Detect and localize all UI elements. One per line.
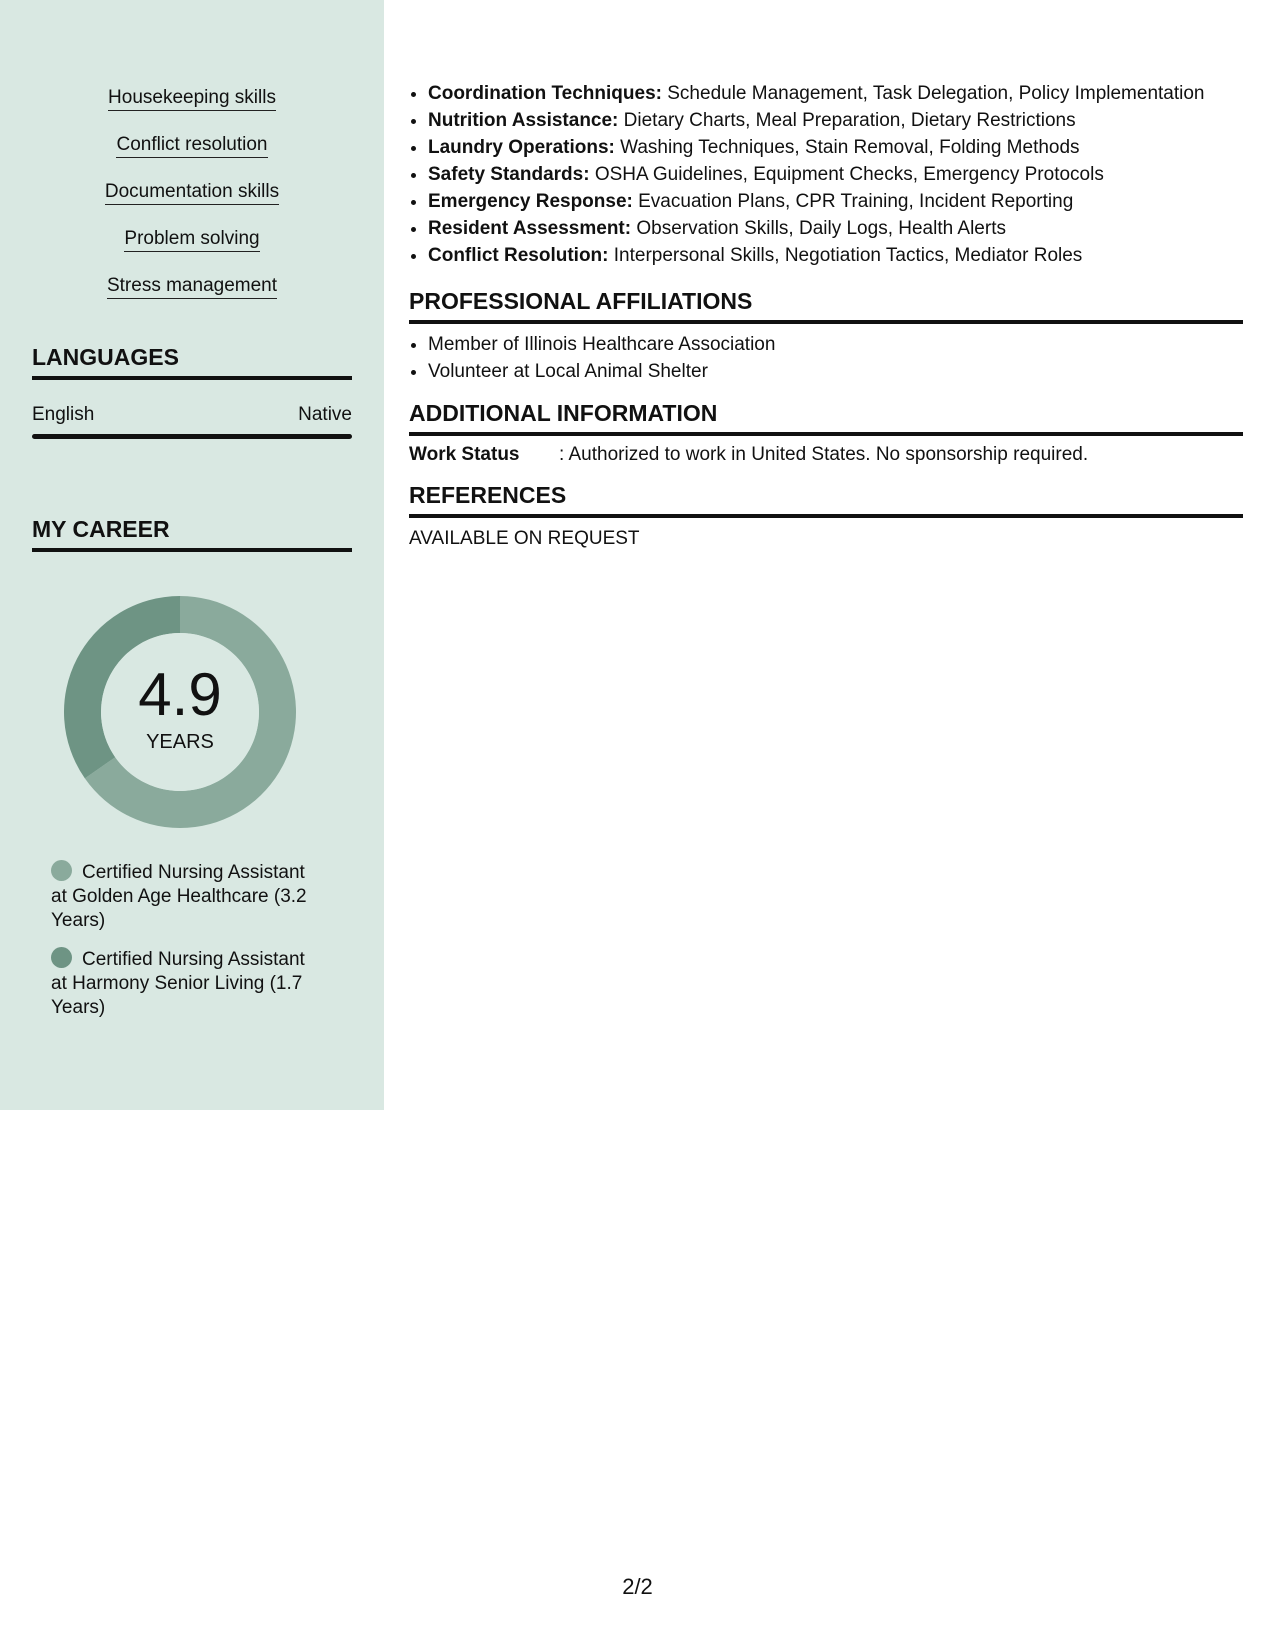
references-heading: REFERENCES bbox=[409, 482, 1243, 518]
affiliations-heading: PROFESSIONAL AFFILIATIONS bbox=[409, 288, 1243, 324]
skill-item: Problem solving bbox=[124, 227, 259, 252]
skill-bullet-text: Interpersonal Skills, Negotiation Tactics, Mediator Roles bbox=[608, 245, 1083, 266]
legend-item bbox=[51, 860, 321, 933]
skill-bullet-text: Dietary Charts, Meal Preparation, Dietary Restrictions bbox=[618, 110, 1076, 131]
work-status-row bbox=[409, 443, 1243, 467]
legend-label: Certified Nursing Assistant at Golden Age Healthcare (3.2 Years) bbox=[51, 862, 307, 931]
work-status-value: : Authorized to work in United States. No sponsorship required. bbox=[559, 444, 1089, 465]
skill-bullet-text: Evacuation Plans, CPR Training, Incident Reporting bbox=[632, 191, 1074, 212]
affiliation-item: • Member of Illinois Healthcare Association bbox=[428, 331, 1243, 358]
sidebar bbox=[0, 0, 384, 1110]
career-unit: YEARS bbox=[146, 730, 214, 753]
skill-bullet-label: Safety Standards: bbox=[428, 164, 590, 185]
references-text: AVAILABLE ON REQUEST bbox=[409, 528, 640, 549]
language-level: Native bbox=[298, 404, 352, 425]
skill-bullet-label: Laundry Operations: bbox=[428, 137, 615, 158]
work-status-label: Work Status bbox=[409, 444, 520, 465]
skill-item: Documentation skills bbox=[105, 180, 279, 205]
affiliation-item: • Volunteer at Local Animal Shelter bbox=[428, 358, 1243, 385]
page-number: 2/2 bbox=[622, 1574, 653, 1599]
skill-bullet-text: Schedule Management, Task Delegation, Policy Implementation bbox=[661, 83, 1205, 104]
legend-dot bbox=[51, 947, 72, 968]
language-name: English bbox=[32, 404, 95, 425]
skill-bullet-label: Resident Assessment: bbox=[428, 218, 632, 239]
additional-info-heading: ADDITIONAL INFORMATION bbox=[409, 400, 1243, 436]
skill-bullet-text: Observation Skills, Daily Logs, Health Alerts bbox=[631, 218, 1006, 239]
skill-bullet bbox=[428, 107, 1243, 134]
skill-bullet-label: Coordination Techniques: bbox=[428, 83, 662, 104]
skill-item: Housekeeping skills bbox=[108, 86, 276, 111]
career-legend bbox=[51, 860, 321, 1034]
language-level-bar bbox=[32, 434, 352, 439]
skill-bullet bbox=[428, 242, 1243, 269]
skill-bullet-text: OSHA Guidelines, Equipment Checks, Emergency Protocols bbox=[589, 164, 1104, 185]
affiliations-list bbox=[409, 331, 1243, 385]
career-donut-chart bbox=[64, 596, 296, 828]
language-row bbox=[32, 404, 352, 426]
skills-list bbox=[0, 86, 384, 321]
skills-bullet-list bbox=[409, 80, 1243, 269]
career-heading: MY CAREER bbox=[32, 516, 352, 552]
skill-bullet-label: Conflict Resolution: bbox=[428, 245, 609, 266]
skill-bullet bbox=[428, 134, 1243, 161]
career-total-years: 4.9 bbox=[138, 660, 222, 728]
skill-bullet-label: Nutrition Assistance: bbox=[428, 110, 619, 131]
skill-bullet bbox=[428, 188, 1243, 215]
legend-label: Certified Nursing Assistant at Harmony Senior Living (1.7 Years) bbox=[51, 949, 305, 1018]
legend-dot bbox=[51, 860, 72, 881]
skill-item: Stress management bbox=[107, 274, 277, 299]
skill-item: Conflict resolution bbox=[116, 133, 267, 158]
donut-center bbox=[64, 596, 296, 828]
skill-bullet bbox=[428, 215, 1243, 242]
skill-bullet-text: Washing Techniques, Stain Removal, Folding Methods bbox=[614, 137, 1080, 158]
skill-bullet-label: Emergency Response: bbox=[428, 191, 633, 212]
skill-bullet bbox=[428, 161, 1243, 188]
legend-item bbox=[51, 947, 321, 1020]
languages-heading: LANGUAGES bbox=[32, 344, 352, 380]
skill-bullet bbox=[428, 80, 1243, 107]
main-content bbox=[409, 80, 1243, 550]
